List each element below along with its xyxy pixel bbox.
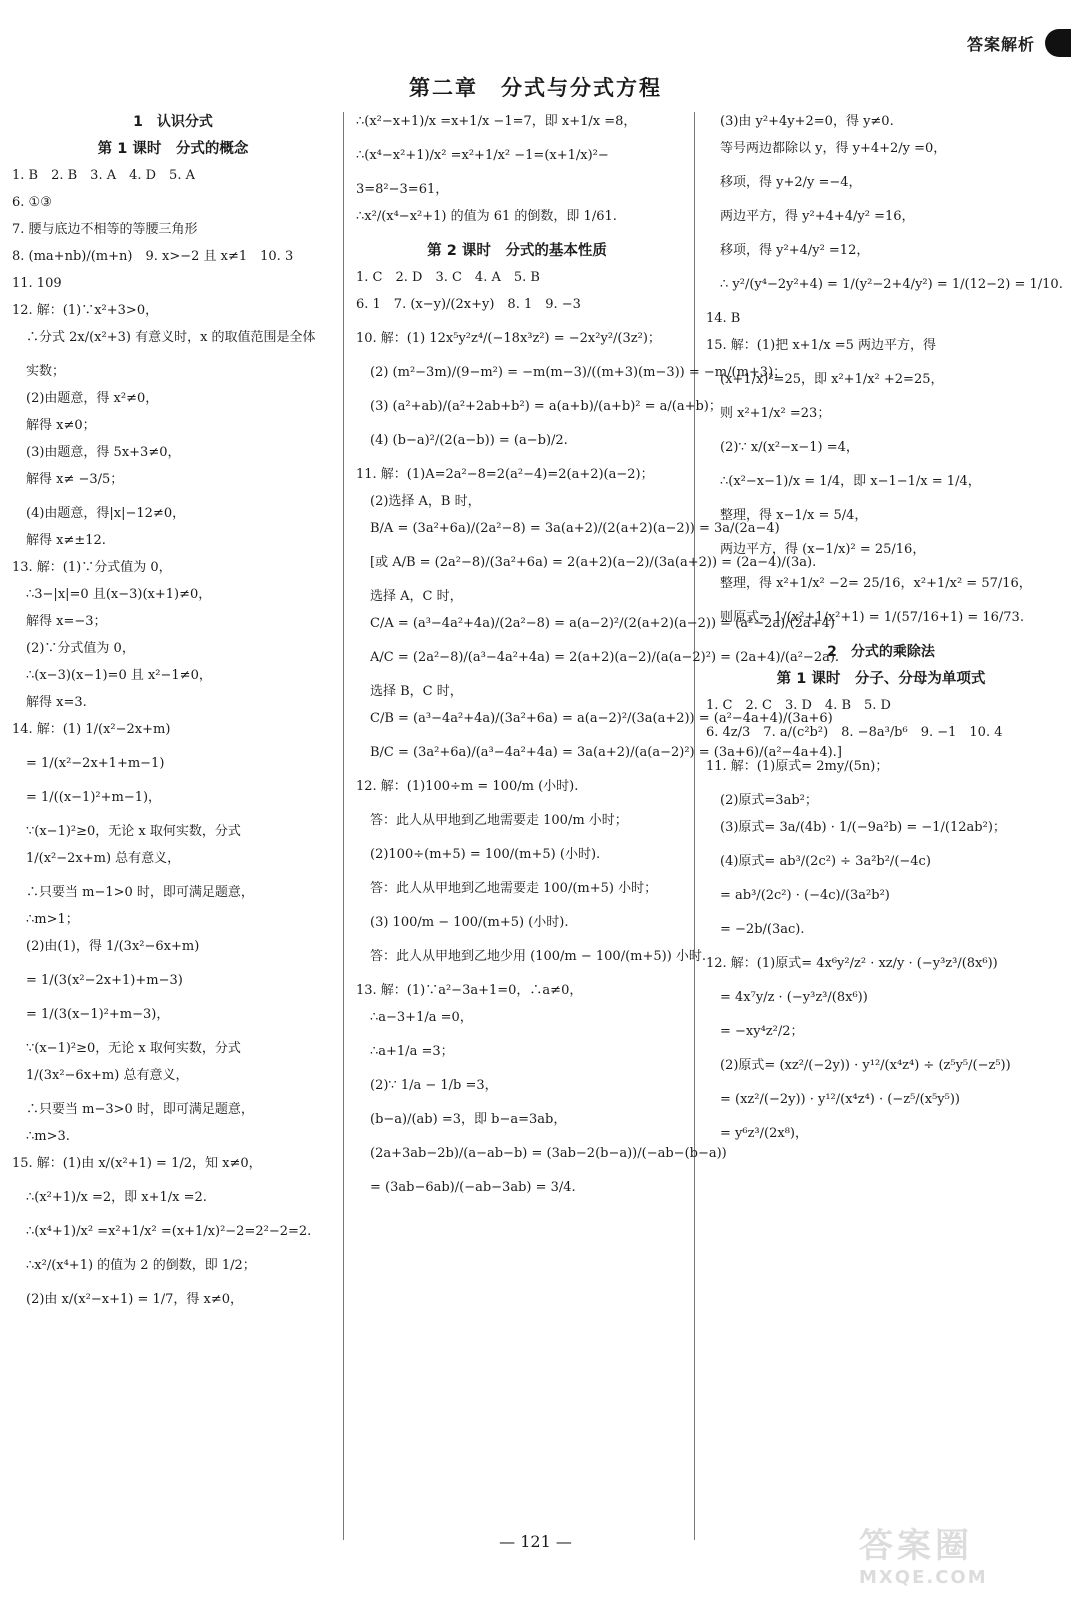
answer-line: ∴m>3.	[26, 1129, 70, 1144]
answer-line: ∵(x−1)²≥0，无论 x 取何实数，分式	[26, 1041, 241, 1056]
answer-line: 两边平方，得 y²+4+4/y² =16，	[720, 209, 915, 224]
answer-line: 选择 B，C 时，	[370, 684, 463, 699]
answer-line: ∴只要当 m−1>0 时，即可满足题意，	[26, 885, 254, 900]
answer-line: 第 2 课时 分式的基本性质	[427, 243, 607, 259]
answer-line: 13. 解：(1)∵a²−3a+1=0，∴a≠0，	[356, 983, 583, 998]
answer-line: = (3ab−6ab)/(−ab−3ab) = 3/4.	[370, 1180, 576, 1195]
answer-line: 2 分式的乘除法	[827, 644, 935, 660]
answer-line: (2)∵分式值为 0，	[26, 641, 135, 656]
answer-line: 6. 4z/3 7. a/(c²b²) 8. −8a³/b⁶ 9. −1 10. 4	[706, 725, 1003, 740]
answer-line: ∴(x²+1)/x =2，即 x+1/x =2.	[26, 1190, 207, 1205]
chapter-title: 第二章 分式与分式方程	[409, 76, 662, 100]
answer-line: (2)选择 A，B 时，	[370, 494, 481, 509]
answer-line: (4)原式= ab³/(2c²) ÷ 3a²b²/(−4c)	[720, 854, 931, 869]
answer-line: 13. 解：(1)∵分式值为 0，	[12, 560, 172, 575]
answer-line: 12. 解：(1)原式= 4x⁶y²/z² · xz/y · (−y³z³/(8x⁶))	[706, 956, 998, 971]
answer-line: 第 1 课时 分子、分母为单项式	[776, 671, 986, 687]
answer-line: (4)由题意，得|x|−12≠0，	[26, 506, 186, 521]
answer-line: (2)由题意，得 x²≠0，	[26, 391, 159, 406]
answer-line: 移项，得 y+2/y =−4，	[720, 175, 862, 190]
answer-line: 1. C 2. C 3. D 4. B 5. D	[706, 698, 891, 713]
answer-line: (3) (a²+ab)/(a²+2ab+b²) = a(a+b)/(a+b)² = a/(a+b)；	[370, 399, 722, 414]
answer-line: 7. 腰与底边不相等的等腰三角形	[12, 222, 198, 237]
answer-line: = y⁶z³/(2x⁸)，	[720, 1126, 808, 1141]
answer-line: ∴(x²−x+1)/x =x+1/x −1=7，即 x+1/x =8，	[356, 114, 637, 129]
answer-line: 则原式= 1/(x²+1/x²+1) = 1/(57/16+1) = 16/73.	[720, 610, 1024, 625]
answer-line: ∴x²/(x⁴−x²+1) 的值为 61 的倒数，即 1/61.	[356, 209, 617, 224]
answer-line: 两边平方，得 (x−1/x)² = 25/16，	[720, 542, 926, 557]
answer-line: ∵(x−1)²≥0，无论 x 取何实数，分式	[26, 824, 241, 839]
answer-line: ∴只要当 m−3>0 时，即可满足题意，	[26, 1102, 254, 1117]
answer-line: 14. 解：(1) 1/(x²−2x+m)	[12, 722, 171, 737]
answer-line: 10. 解：(1) 12x⁵y²z⁴/(−18x³z²) = −2x²y²/(3z²)；	[356, 331, 661, 346]
column-divider	[343, 112, 344, 1540]
answer-line: B/C = (3a²+6a)/(a³−4a²+4a) = 3a(a+2)/(a(a−2)²) = (3a+6)/(a²−4a+4).]	[370, 745, 842, 760]
answer-line: ∴ y²/(y⁴−2y²+4) = 1/(y²−2+4/y²) = 1/(12−2) = 1/10.	[720, 277, 1063, 292]
answer-line: ∴a−3+1/a =0，	[370, 1010, 473, 1025]
answer-line: = 1/((x−1)²+m−1)，	[26, 790, 162, 805]
answer-line: C/B = (a³−4a²+4a)/(3a²+6a) = a(a−2)²/(3a(a+2)) = (a²−4a+4)/(3a+6)	[370, 711, 833, 726]
header-title: 答案解析	[966, 34, 1035, 54]
answer-line: = 1/(x²−2x+1+m−1)	[26, 756, 165, 771]
answer-line: 第 1 课时 分式的概念	[97, 141, 249, 157]
answer-line: (2a+3ab−2b)/(a−ab−b) = (3ab−2(b−a))/(−ab−(b−a))	[370, 1146, 727, 1161]
answer-line: ∴x²/(x⁴+1) 的值为 2 的倒数，即 1/2；	[26, 1258, 256, 1273]
watermark-logo	[859, 1518, 1049, 1588]
answer-line: 解得 x=3.	[26, 695, 87, 710]
page-header	[967, 28, 1071, 58]
answer-line: (2)原式=3ab²；	[720, 793, 818, 808]
answer-line: 1/(x²−2x+m) 总有意义，	[26, 851, 181, 866]
answer-line: 整理，得 x−1/x = 5/4，	[720, 508, 868, 523]
answer-line: 选择 A，C 时，	[370, 589, 463, 604]
answer-line: (4) (b−a)²/(2(a−b)) = (a−b)/2.	[370, 433, 568, 448]
page-number: — 121 —	[499, 1532, 572, 1551]
answer-line: 11. 解：(1)原式= 2my/(5n)；	[706, 759, 889, 774]
answer-line: C/A = (a³−4a²+4a)/(2a²−8) = a(a−2)²/(2(a+2)(a−2)) = (a²−2a)/(2a+4)	[370, 616, 835, 631]
answer-line: 则 x²+1/x² =23；	[720, 406, 831, 421]
answer-line: 6. ①③	[12, 195, 52, 210]
answer-line: ∴a+1/a =3；	[370, 1044, 454, 1059]
answer-line: 等号两边都除以 y，得 y+4+2/y =0，	[720, 141, 947, 156]
answer-line: 8. (ma+nb)/(m+n) 9. x>−2 且 x≠1 10. 3	[12, 249, 294, 264]
answer-line: ∴(x⁴−x²+1)/x² =x²+1/x² −1=(x+1/x)²−	[356, 148, 609, 163]
column-left	[12, 112, 334, 1317]
answer-line: 移项，得 y²+4/y² =12，	[720, 243, 870, 258]
answer-line: (2)∵ 1/a − 1/b =3，	[370, 1078, 498, 1093]
answer-line: 实数；	[26, 364, 66, 379]
answer-line: 11. 109	[12, 276, 62, 291]
answer-line: (b−a)/(ab) =3，即 b−a=3ab，	[370, 1112, 567, 1127]
answer-line: 3=8²−3=61，	[356, 182, 449, 197]
answer-line: 1 认识分式	[133, 114, 213, 130]
answer-line: 1. C 2. D 3. C 4. A 5. B	[356, 270, 540, 285]
answer-line: (3)由题意，得 5x+3≠0，	[26, 445, 181, 460]
answer-line: 1. B 2. B 3. A 4. D 5. A	[12, 168, 195, 183]
answer-line: ∴3−|x|=0 且(x−3)(x+1)≠0，	[26, 587, 212, 602]
answer-line: 解得 x≠0；	[26, 418, 96, 433]
answer-line: (3)由 y²+4y+2=0，得 y≠0.	[720, 114, 894, 129]
answer-line: = (xz²/(−2y)) · y¹²/(x⁴z⁴) · (−z⁵/(x⁵y⁵))	[720, 1092, 960, 1107]
answer-line: ∴(x−3)(x−1)=0 且 x²−1≠0，	[26, 668, 212, 683]
answer-line: 答：此人从甲地到乙地需要走 100/(m+5) 小时；	[370, 881, 658, 896]
answer-line: (2)∵ x/(x²−x−1) =4，	[720, 440, 859, 455]
answer-line: 答：此人从甲地到乙地少用 (100/m − 100/(m+5)) 小时.	[370, 949, 707, 964]
answer-line: = 1/(3(x²−2x+1)+m−3)	[26, 973, 183, 988]
watermark-line1: 答案圈	[859, 1526, 973, 1566]
answer-line: ∴(x²−x−1)/x = 1/4，即 x−1−1/x = 1/4，	[720, 474, 981, 489]
answer-line: ∴m>1；	[26, 912, 79, 927]
answer-line: (3)原式= 3a/(4b) · 1/(−9a²b) = −1/(12ab²)；	[720, 820, 1006, 835]
watermark-line2: MXQE.COM	[859, 1567, 988, 1588]
answer-line: (2)原式= (xz²/(−2y)) · y¹²/(x⁴z⁴) ÷ (z⁵y⁵/(−z⁵))	[720, 1058, 1011, 1073]
answer-line: 11. 解：(1)A=2a²−8=2(a²−4)=2(a+2)(a−2)；	[356, 467, 654, 482]
answer-line: ∴(x⁴+1)/x² =x²+1/x² =(x+1/x)²−2=2²−2=2.	[26, 1224, 312, 1239]
answer-line: = ab³/(2c²) · (−4c)/(3a²b²)	[720, 888, 890, 903]
answer-line: = −2b/(3ac).	[720, 922, 805, 937]
header-tab-marker	[1045, 29, 1071, 57]
answer-line: 12. 解：(1)100÷m = 100/m (小时).	[356, 779, 579, 794]
answer-line: 解得 x=−3；	[26, 614, 107, 629]
answer-line: ∴分式 2x/(x²+3) 有意义时，x 的取值范围是全体	[26, 330, 316, 345]
answer-line: 答：此人从甲地到乙地需要走 100/m 小时；	[370, 813, 628, 828]
answer-line: (x+1/x)²=25，即 x²+1/x² +2=25，	[720, 372, 944, 387]
answer-line: = 4x⁷y/z · (−y³z³/(8x⁶))	[720, 990, 868, 1005]
answer-line: 整理，得 x²+1/x² −2= 25/16，x²+1/x² = 57/16，	[720, 576, 1032, 591]
answer-line: = −xy⁴z²/2；	[720, 1024, 804, 1039]
answer-line: B/A = (3a²+6a)/(2a²−8) = 3a(a+2)/(2(a+2)(a−2)) = 3a/(2a−4)	[370, 521, 780, 536]
answer-line: (3) 100/m − 100/(m+5) (小时).	[370, 915, 569, 930]
answer-line: 1/(3x²−6x+m) 总有意义，	[26, 1068, 189, 1083]
answer-line: 12. 解：(1)∵x²+3>0，	[12, 303, 159, 318]
column-divider	[694, 112, 695, 1540]
answer-line: 15. 解：(1)由 x/(x²+1) = 1/2，知 x≠0，	[12, 1156, 262, 1171]
answer-line: (2)由(1)，得 1/(3x²−6x+m)	[26, 939, 200, 954]
answer-line: = 1/(3(x−1)²+m−3)，	[26, 1007, 170, 1022]
answer-line: 14. B	[706, 311, 741, 326]
answer-line: 解得 x≠ −3/5；	[26, 472, 124, 487]
answer-line: 6. 1 7. (x−y)/(2x+y) 8. 1 9. −3	[356, 297, 581, 312]
answer-line: 15. 解：(1)把 x+1/x =5 两边平方，得	[706, 338, 936, 353]
answer-line: 解得 x≠±12.	[26, 533, 106, 548]
answer-line: (2) (m²−3m)/(9−m²) = −m(m−3)/((m+3)(m−3)) = −m/(m+3)；	[370, 365, 787, 380]
answer-line: [或 A/B = (2a²−8)/(3a²+6a) = 2(a+2)(a−2)/(3a(a+2)) = (2a−4)/(3a).	[370, 555, 817, 570]
answer-line: (2)100÷(m+5) = 100/(m+5) (小时).	[370, 847, 601, 862]
answer-line: (2)由 x/(x²−x+1) = 1/7，得 x≠0，	[26, 1292, 244, 1307]
column-right	[706, 112, 1063, 1151]
answer-line: A/C = (2a²−8)/(a³−4a²+4a) = 2(a+2)(a−2)/(a(a−2)²) = (2a+4)/(a²−2a).	[370, 650, 840, 665]
